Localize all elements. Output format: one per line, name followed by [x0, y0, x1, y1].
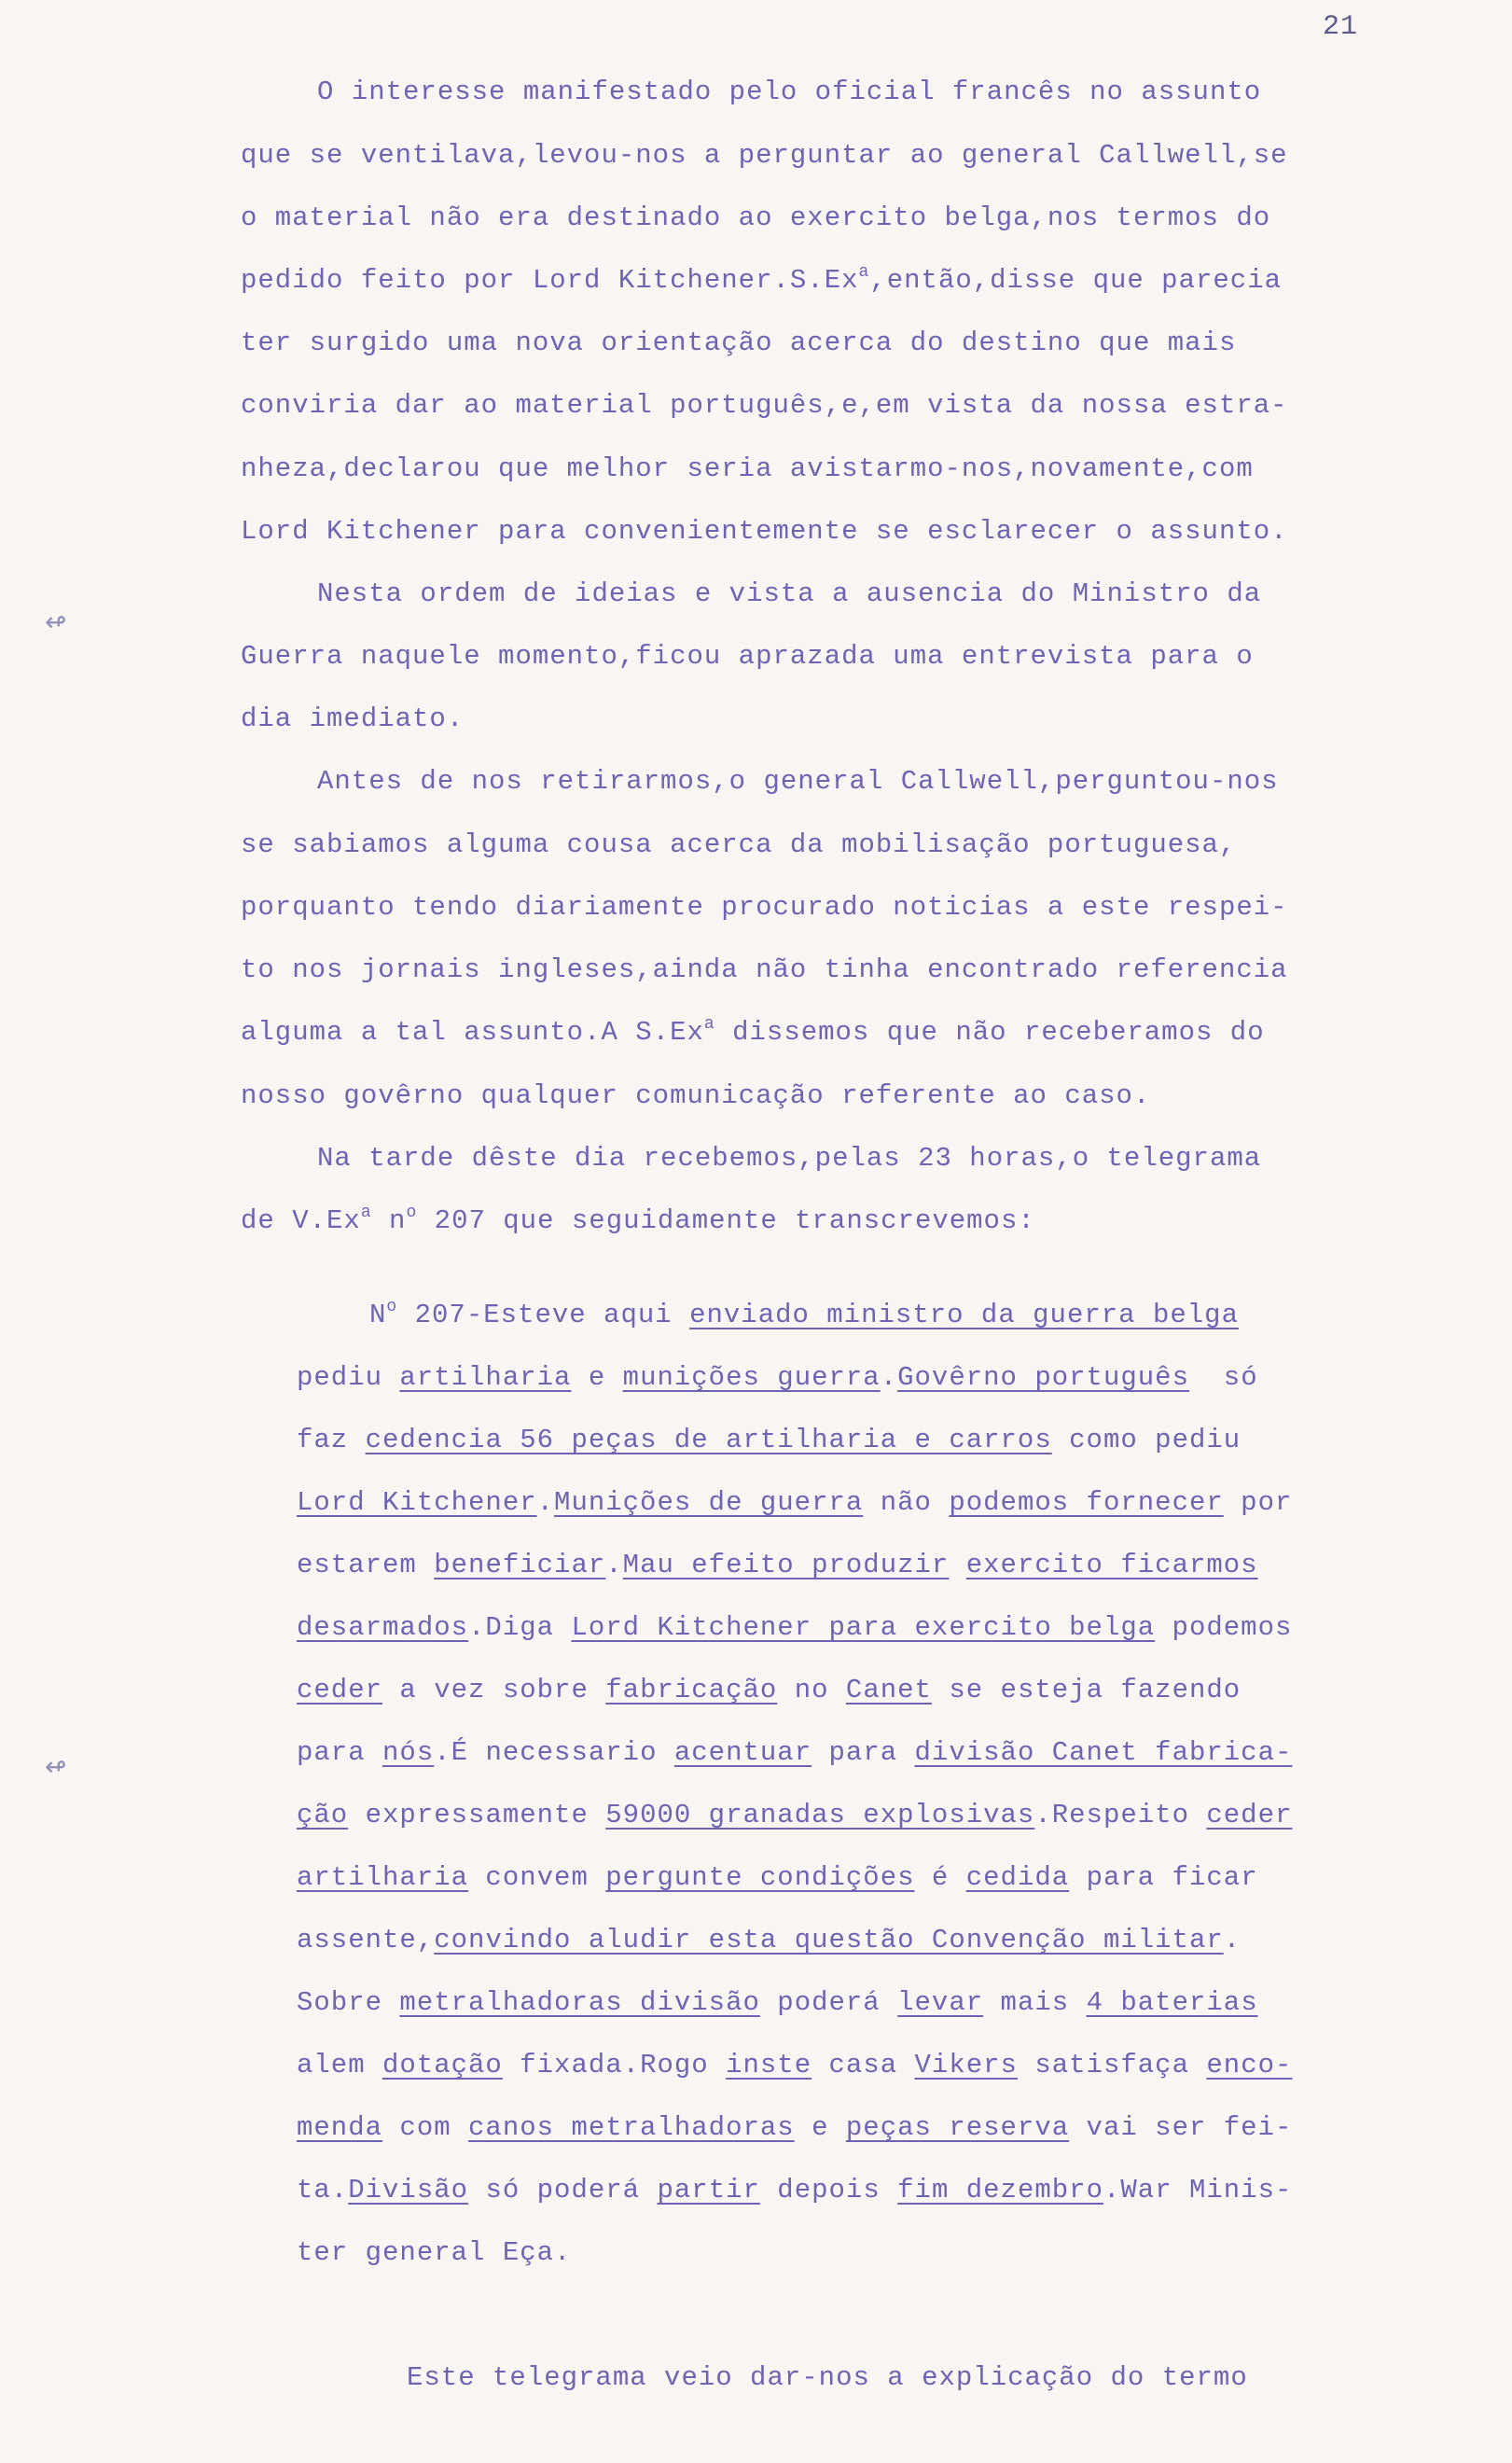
telegram-line: artilharia convem pergunte condições é cedida para ficar [297, 1862, 1258, 1893]
text-line: conviria dar ao material português,e,em vista da nossa estra- [241, 390, 1288, 421]
telegram-line: estarem beneficiar.Mau efeito produzir exercito ficarmos [297, 1550, 1258, 1580]
text-line: pedido feito por Lord Kitchener.S.Ex$^a$,então,disse que parecia [241, 263, 1282, 296]
telegram-line: pediu artilharia e munições guerra.Govêrno português só [297, 1362, 1258, 1393]
text-line: de V.Ex$^a$ $n^o$ 207 que seguidamente transcrevemos: [241, 1204, 1035, 1236]
text-line: nosso govêrno qualquer comunicação referente ao caso. [241, 1080, 1151, 1111]
page-number: 21 [1323, 11, 1359, 43]
text-line: dia imediato. [241, 703, 465, 734]
text-line: se sabiamos alguma cousa acerca da mobilisação portuguesa, [241, 829, 1237, 860]
text-line: Na tarde dêste dia recebemos,pelas 23 horas,o telegrama [317, 1143, 1262, 1174]
telegram-line: desarmados.Diga Lord Kitchener para exercito belga podemos [297, 1612, 1293, 1643]
text-line: O interesse manifestado pelo oficial francês no assunto [317, 77, 1262, 107]
text-line: ter surgido uma nova orientação acerca do destino que mais [241, 327, 1237, 358]
text-line: que se ventilava,levou-nos a perguntar ao general Callwell,se [241, 140, 1288, 171]
text-line: alguma a tal assunto.A S.Ex$^a$ dissemos que não receberamos do [241, 1015, 1265, 1048]
telegram-line: $N^o$ 207-Esteve aqui enviado ministro da guerra belga [369, 1298, 1239, 1330]
text-line: Nesta ordem de ideias e vista a ausencia do Ministro da [317, 578, 1262, 609]
telegram-line: ção expressamente 59000 granadas explosivas.Respeito ceder [297, 1800, 1293, 1830]
text-line: Guerra naquele momento,ficou aprazada uma entrevista para o [241, 641, 1254, 672]
text-line: porquanto tendo diariamente procurado noticias a este respei- [241, 892, 1288, 923]
telegram-line: faz cedencia 56 peças de artilharia e carros como pediu [297, 1425, 1242, 1455]
text-line: Este telegrama veio dar-nos a explicação do termo [407, 2362, 1248, 2393]
telegram-line: Lord Kitchener.Munições de guerra não podemos fornecer por [297, 1487, 1293, 1518]
text-line: Lord Kitchener para convenientemente se esclarecer o assunto. [241, 516, 1288, 547]
telegram-line: ter general Eça. [297, 2237, 572, 2268]
margin-hole-mark: ↫ [45, 606, 68, 637]
telegram-line: alem dotação fixada.Rogo inste casa Vikers satisfaça enco- [297, 2050, 1293, 2080]
telegram-line: para nós.É necessario acentuar para divisão Canet fabrica- [297, 1737, 1293, 1768]
text-line: nheza,declarou que melhor seria avistarmo-nos,novamente,com [241, 453, 1254, 484]
text-line: o material não era destinado ao exercito belga,nos termos do [241, 202, 1271, 233]
telegram-line: menda com canos metralhadoras e peças reserva vai ser fei- [297, 2112, 1293, 2143]
margin-hole-mark: ↫ [45, 1751, 68, 1782]
telegram-line: ta.Divisão só poderá partir depois fim dezembro.War Minis- [297, 2175, 1293, 2206]
telegram-line: Sobre metralhadoras divisão poderá levar mais 4 baterias [297, 1987, 1258, 2018]
text-line: to nos jornais ingleses,ainda não tinha encontrado referencia [241, 954, 1288, 985]
telegram-line: assente,convindo aludir esta questão Convenção militar. [297, 1925, 1242, 1955]
telegram-line: ceder a vez sobre fabricação no Canet se esteja fazendo [297, 1675, 1242, 1705]
text-line: Antes de nos retirarmos,o general Callwell,perguntou-nos [317, 766, 1279, 797]
